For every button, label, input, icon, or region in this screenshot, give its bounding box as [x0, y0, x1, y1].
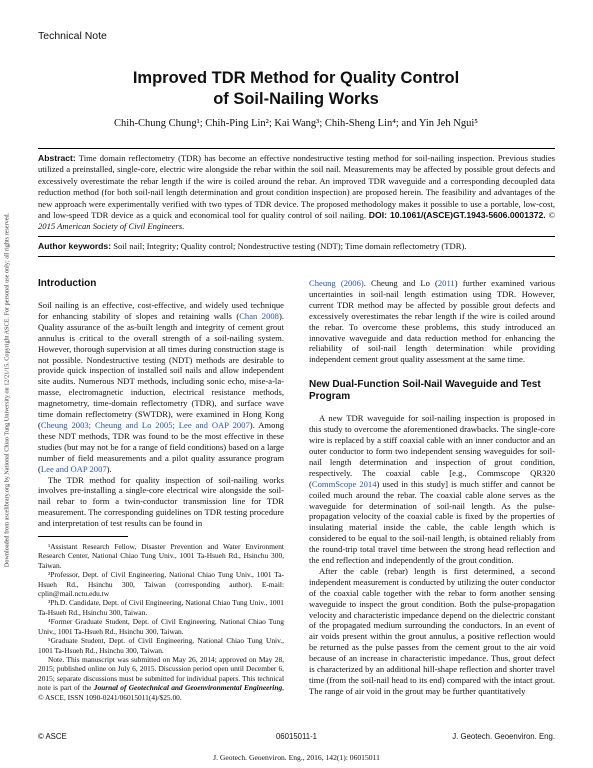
article-type-label: Technical Note	[38, 30, 107, 42]
citation-link-cheung-2006[interactable]: Cheung (2006)	[309, 278, 364, 288]
footnote-2: ²Professor, Dept. of Civil Engineering, National Chiao Tung Univ., 1001 Ta-Hsueh Rd., Hsinchu 300, Taiwan (corresponding author). E-mail: cplin@mail.nctu.edu.tw	[38, 570, 284, 599]
waveguide-heading: New Dual-Function Soil-Nail Waveguide and Test Program	[309, 379, 541, 403]
intro-p1-text-c: ). Among these NDT methods, TDR was found to be the most effective in these studies (but may not be for a range of field conditions) based on a large number of field measurements and a pilot quality assurance program (	[38, 419, 284, 474]
right-paragraph-0	[309, 278, 555, 365]
footnote-4: ⁴Former Graduate Student, Dept. of Civil Engineering, National Chiao Tung Univ., 1001 Ta-Hsueh Rd., Hsinchu 300, Taiwan.	[38, 617, 284, 636]
manuscript-note-text-b: , © ASCE, ISSN 1090-0241/06015011(4)/$25.00.	[38, 683, 284, 702]
intro-p1-text-a: Soil nailing is an effective, cost-effective, and widely used technique for enhancing stability of slopes and retaining walls (	[38, 300, 284, 321]
right-column	[309, 278, 555, 697]
footer-right: J. Geotech. Geoenviron. Eng.	[452, 732, 555, 741]
abstract-top-rule	[38, 148, 555, 149]
citation-link-lee[interactable]: Lee and OAP 2007	[40, 463, 107, 474]
keywords	[38, 241, 555, 251]
intro-paragraph-1	[38, 300, 284, 475]
title-line-2: of Soil-Nailing Works	[213, 90, 379, 108]
title-line-1: Improved TDR Method for Quality Control	[132, 69, 460, 87]
author-list: Chih-Chung Chung¹; Chih-Ping Lin²; Kai Wang³; Chih-Sheng Lin⁴; and Yin Jeh Ngui⁵	[114, 118, 478, 129]
footer-left: © ASCE	[38, 732, 67, 741]
journal-citation: J. Geotech. Geoenviron. Eng., 2016, 142(1): 06015011	[213, 753, 380, 762]
intro-p1-text-d: ).	[106, 463, 112, 474]
journal-name: Journal of Geotechnical and Geoenvironmental Engineering	[93, 683, 283, 693]
keywords-text: Soil nail; Integrity; Quality control; Nondestructive testing (NDT); Time domain reflectometry (TDR).	[113, 241, 467, 251]
right-p0-text-b: ) further examined various uncertainties in soil-nail length estimation using TDR. However, current TDR method may be affected by possible grout defects and excessively overestimates the rebar length if the wire is coiled around the rebar. To overcome these problems, this study introduced an innovative waveguide and data reduction method for enhancing the reliability of soil-nail length determination while providing independent cement grout quality assessment at the same time.	[309, 278, 555, 365]
abstract-label: Abstract:	[38, 153, 76, 163]
abstract-text: Time domain reflectometry (TDR) has become an effective nondestructive testing method for soil-nailing inspection. Previous studies utilized a preinstalled, single-core, electric wire alongside the rebar within the soil nail. Measurements may be affected by possible grout defects and excessively overestimate the rebar length if the wire is coiled around the rebar. An improved TDR waveguide and a corresponding decoupled data reduction method (for both soil-nail length determination and grout condition inspection) are proposed herein. The feasibility and advantages of the new approach were experimentally verified with two types of TDR device. The proposed methodology makes it possible to use a portable, low-cost, and low-speed TDR device as a quick and economical tool for quality control of soil nailing.	[38, 153, 556, 221]
introduction-heading: Introduction	[38, 278, 97, 289]
citation-link-chan[interactable]: Chan 2008	[239, 310, 279, 321]
abstract	[38, 153, 555, 233]
right-paragraph-1	[309, 413, 555, 566]
intro-p1-text-b: ). Quality assurance of the as-built length and integrity of cement grout annulus is critical to the overall strength of a soil-nailing system. However, thorough supervision at all times during construction stage is not possible. Nondestructive testing (NDT) methods are desirable to provide quick inspection of installed soil nails and allow independent site audits. Numerous NDT methods, including sonic echo, mise-a-la-masse, electromagnetic induction, electrical resistance methods, magnetometry, time-domain reflectometry (TDR), and surface wave time domain reflectometry (SWTDR), were examined in Hong Kong (	[38, 310, 284, 430]
right-paragraph-2: After the cable (rebar) length is first determined, a second independent measurement is conducted by utilizing the outer conductor of the coaxial cable together with the rebar to form another sensing waveguide to inspect the grout condition. Both the pulse-propagation velocity and characteristic impedance depend on the dielectric constant of the propagated medium surrounding the conductors. In an event of air voids present within the grout annulus, a positive reflection would be returned as the pulse passes from the cement grout to the air void because of an increase in characteristic impedance. Thus, grout defect is characterized by an additional hill-shape reflection and shorter travel time (from the soil-nail head to its end) compared with the intact grout. The range of air void in the grout may be further quantitatively	[309, 565, 555, 696]
intro-paragraph-2: The TDR method for quality inspection of soil-nailing works involves pre-installing a single-core electrical wire alongside the soil-nail rebar to form a twin-conductor transmission line for TDR measurement. The corresponding guidelines on TDR testing procedure and interpretation of test results can be found in	[38, 474, 284, 529]
footnote-1: ¹Assistant Research Fellow, Disaster Prevention and Water Environment Research Center, National Chiao Tung Univ., 1001 Ta-Hsueh Rd., Hsinchu 300, Taiwan.	[38, 542, 284, 570]
keywords-rule	[38, 236, 555, 237]
abstract-copyright: © 2015 American Society of Civil Engineers.	[38, 210, 556, 232]
citation-link-cheung[interactable]: Cheung 2003; Cheung and Lo 2005; Lee and OAP 2007	[40, 419, 250, 430]
manuscript-note-text-a: Note. This manuscript was submitted on May 26, 2014; approved on May 28, 2015; published online on July 6, 2015. Discussion period open until December 6, 2015; separate discussions must be submitted for individual papers. This technical note is part of the	[38, 654, 284, 693]
footnote-5: ⁵Graduate Student, Dept. of Civil Engineering, National Chiao Tung Univ., 1001 Ta-Hsueh Rd., Hsinchu 300, Taiwan.	[38, 636, 284, 655]
paper-title	[40, 68, 552, 110]
keywords-bottom-rule	[38, 256, 555, 257]
abstract-doi[interactable]: DOI: 10.1061/(ASCE)GT.1943-5606.0001372.	[368, 210, 546, 221]
left-column	[38, 278, 284, 702]
right-p0-text-a: . Cheung and Lo (	[363, 278, 438, 288]
download-watermark	[2, 150, 12, 630]
keywords-label: Author keywords:	[38, 241, 112, 251]
citation-link-2011[interactable]: 2011	[437, 278, 455, 288]
download-watermark-text: Downloaded from ascelibrary.org by National Chiao Tung University on 12/21/15. Copyright ASCE. For personal use only; all rights reserved.	[3, 212, 11, 568]
footnote-3: ³Ph.D. Candidate, Dept. of Civil Engineering, National Chiao Tung Univ., 1001 Ta-Hsueh Rd., Hsinchu 300, Taiwan.	[38, 598, 284, 617]
footer-center: 06015011-1	[275, 732, 318, 741]
manuscript-note	[38, 655, 284, 702]
right-p1-text-a: A new TDR waveguide for soil-nailing inspection is proposed in this study to overcome the aforementioned drawbacks. The single-core wire is replaced by a stiff coaxial cable with an inner conductor and an outer conductor to form two independent sensing waveguides for soil-nail length determination and inspection of grout condition, respectively. The coaxial cable [e.g., Commscope QR320 (	[309, 413, 555, 489]
footnote-rule	[38, 536, 128, 537]
right-p1-text-b: ) used in this study] is much stiffer and cannot be coiled much around the rebar. The coaxial cable alone serves as the waveguide for determination of soil-nail length. As the pulse-propagation velocity of the coaxial cable is fixed by the properties of insulating material inside the cable, the cable length which is considered to be equal to the soil-nail length, is obtained reliably from the round-trip total travel time between the strong head reflection and the end reflection and independently of the grout condition.	[309, 478, 555, 566]
citation-link-commscope[interactable]: CommScope 2014	[311, 478, 377, 489]
